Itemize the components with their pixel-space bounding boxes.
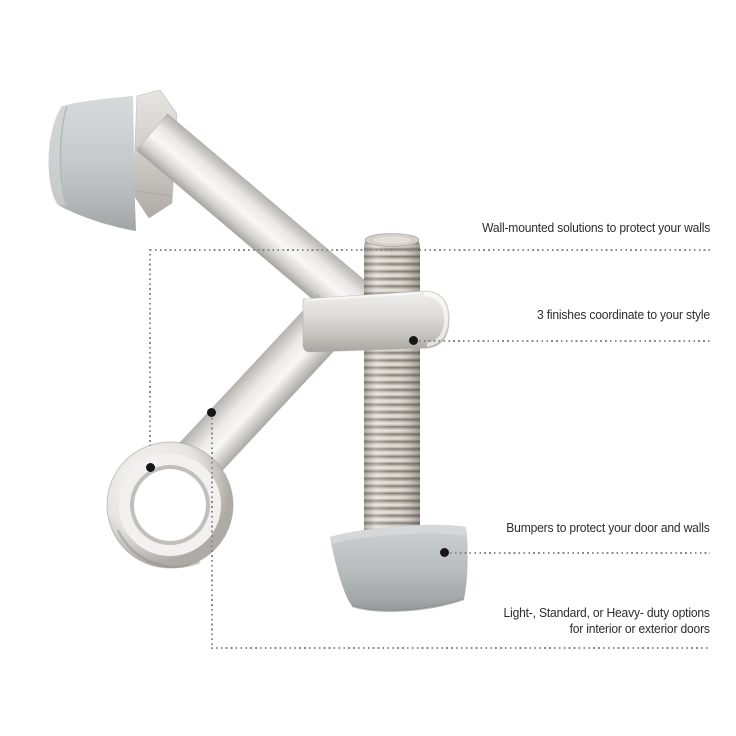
annotation-bumpers-text: Bumpers to protect your door and walls	[506, 520, 710, 535]
hinge-pin-ring	[107, 442, 233, 568]
door-bumper	[330, 525, 468, 611]
annotation-duty-options	[504, 605, 710, 636]
annotation-duty-options-line2: for interior or exterior doors	[569, 620, 710, 636]
leader-line-duty-options-horizontal	[211, 647, 710, 649]
leader-line-finishes	[414, 340, 710, 342]
annotation-wall-mounted	[482, 220, 710, 236]
annotation-finishes	[537, 307, 710, 323]
pointer-dot-ring	[146, 463, 155, 472]
leader-line-duty-options-vertical	[211, 413, 213, 649]
pointer-dot-door-bumper	[440, 548, 449, 557]
clamp-block	[303, 291, 449, 352]
leader-line-bumpers	[445, 552, 710, 554]
threaded-adjustment-screw	[364, 234, 420, 537]
pointer-dot-clamp-block	[409, 336, 418, 345]
pointer-dot-lower-arm	[207, 408, 216, 417]
annotation-wall-mounted-text: Wall-mounted solutions to protect your walls	[482, 220, 710, 235]
leader-line-wall-mounted-horizontal	[150, 249, 710, 251]
leader-line-wall-mounted-vertical	[149, 249, 151, 446]
annotation-bumpers	[507, 520, 710, 536]
annotation-duty-options-line1: Light-, Standard, or Heavy- duty options	[503, 605, 710, 620]
annotation-finishes-text: 3 finishes coordinate to your style	[537, 307, 710, 322]
wall-bumper	[49, 96, 136, 231]
